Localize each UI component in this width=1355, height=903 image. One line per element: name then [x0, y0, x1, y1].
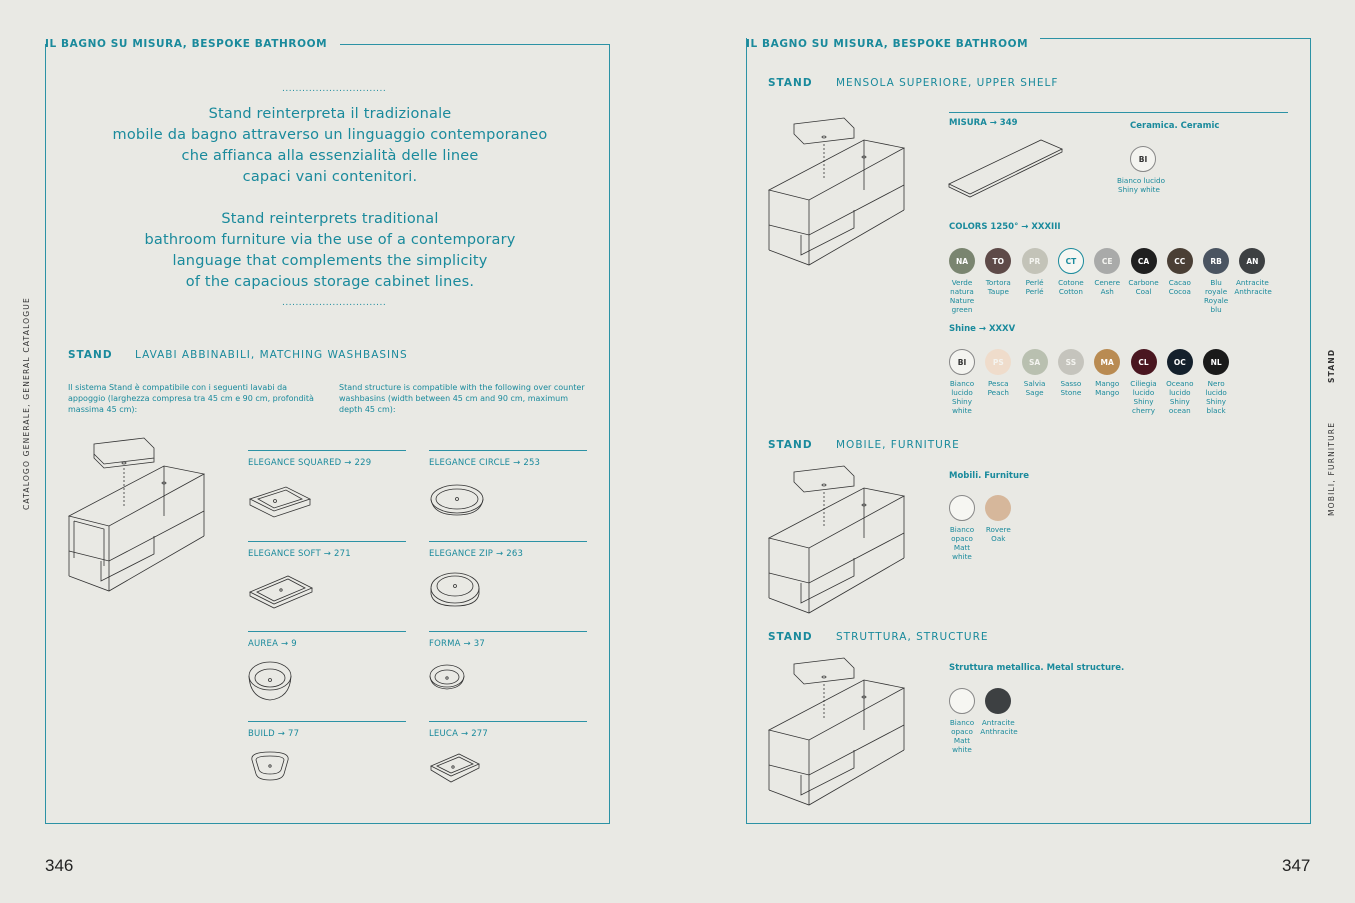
color-swatch[interactable]	[1053, 248, 1089, 296]
intro-line: capaci vani contenitori.	[242, 169, 418, 185]
washbasin-illustration	[429, 748, 499, 794]
swatch-circle	[985, 688, 1011, 714]
upper-shelf-rule	[949, 112, 1288, 113]
color-swatch[interactable]	[1117, 146, 1165, 194]
swatch-circle: AN	[1239, 248, 1265, 274]
swatch-circle: CE	[1094, 248, 1120, 274]
page-number-left: 346	[45, 856, 74, 875]
washbasin-item[interactable]	[248, 721, 406, 739]
swatch-label: Oceano lucido Shiny ocean	[1166, 379, 1194, 415]
swatch-label: Antracite Anthracite	[1234, 278, 1272, 296]
intro-dots-bottom: ...............................	[282, 298, 387, 308]
color-swatch[interactable]	[1017, 349, 1053, 397]
color-swatch[interactable]	[1089, 349, 1125, 397]
swatch-label: Mango Mango	[1095, 379, 1120, 397]
washbasins-text-en: Stand structure is compatible with the following over counter washbasins (width between 45 cm and 90 cm, maximum depth 45 cm):	[339, 383, 585, 414]
intro-line: Stand reinterprets traditional	[221, 211, 439, 227]
swatch-label: Bianco lucido Shiny white	[1117, 176, 1165, 194]
swatch-label: Rovere Oak	[985, 525, 1011, 543]
swatch-circle: TO	[985, 248, 1011, 274]
ceramic-title: Ceramica. Ceramic	[1130, 121, 1220, 131]
color-swatch[interactable]	[980, 688, 1016, 736]
upper-shelf-subtitle: MENSOLA SUPERIORE, UPPER SHELF	[836, 77, 1059, 89]
washbasin-label: LEUCA → 277	[429, 729, 489, 739]
swatch-circle: SA	[1022, 349, 1048, 375]
color-swatch[interactable]	[980, 248, 1016, 296]
intro-line: che affianca alla essenzialità delle linee	[181, 148, 479, 164]
swatch-label: Bianco lucido Shiny white	[949, 379, 975, 415]
washbasin-item[interactable]	[248, 450, 406, 468]
furniture-title: STAND	[768, 439, 813, 451]
intro-english	[80, 209, 580, 293]
washbasin-item[interactable]	[429, 631, 587, 649]
side-label-furniture: MOBILI, FURNITURE	[1327, 421, 1336, 516]
washbasin-illustration	[248, 658, 318, 704]
swatch-circle: CC	[1167, 248, 1193, 274]
swatch-circle: PR	[1022, 248, 1048, 274]
structure-title: STAND	[768, 631, 813, 643]
swatch-label: Verde natura Nature green	[949, 278, 975, 314]
side-label-catalogue: CATALOGO GENERALE, GENERAL CATALOGUE	[22, 297, 31, 510]
intro-dots-top: ...............................	[282, 84, 387, 94]
shine-title: Shine → XXXV	[949, 324, 1016, 334]
color-swatch[interactable]	[1089, 248, 1125, 296]
color-swatch[interactable]	[1162, 248, 1198, 296]
washbasin-item[interactable]	[248, 541, 406, 559]
stand-illustration-structure	[764, 650, 914, 810]
intro-text	[80, 104, 580, 314]
color-swatch[interactable]	[1234, 248, 1270, 296]
left-header-label: IL BAGNO SU MISURA, BESPOKE BATHROOM	[45, 38, 328, 50]
swatch-circle: NA	[949, 248, 975, 274]
page-number-right: 347	[1282, 856, 1311, 875]
right-header-label: IL BAGNO SU MISURA, BESPOKE BATHROOM	[746, 38, 1029, 50]
swatch-label: Blu royale Royale blu	[1204, 278, 1229, 314]
washbasin-label: AUREA → 9	[248, 639, 297, 649]
swatch-label: Bianco opaco Matt white	[949, 718, 975, 754]
washbasin-illustration	[248, 477, 318, 523]
washbasin-label: ELEGANCE SQUARED → 229	[248, 458, 372, 468]
upper-shelf-title: STAND	[768, 77, 813, 89]
furniture-subtitle: MOBILE, FURNITURE	[836, 439, 960, 451]
intro-line: Stand reinterpreta il tradizionale	[208, 106, 452, 122]
swatch-label: Ciliegia lucido Shiny cherry	[1130, 379, 1157, 415]
washbasin-label: BUILD → 77	[248, 729, 300, 739]
washbasin-item[interactable]	[248, 631, 406, 649]
swatch-circle	[949, 688, 975, 714]
swatch-circle: CL	[1131, 349, 1157, 375]
intro-line: of the capacious storage cabinet lines.	[185, 274, 475, 290]
swatch-circle: BI	[949, 349, 975, 375]
colors-title: COLORS 1250° → XXXIII	[949, 222, 1061, 232]
left-frame-top-line	[340, 44, 610, 45]
washbasins-subtitle: LAVABI ABBINABILI, MATCHING WASHBASINS	[135, 349, 408, 361]
washbasin-item[interactable]	[429, 541, 587, 559]
stand-illustration-furniture	[764, 458, 914, 618]
washbasin-label: FORMA → 37	[429, 639, 485, 649]
washbasin-item[interactable]	[429, 721, 587, 739]
intro-italian	[80, 104, 580, 188]
color-swatch[interactable]	[944, 688, 980, 754]
swatch-label: Perlé Perlé	[1025, 278, 1044, 296]
swatch-label: Nero lucido Shiny black	[1205, 379, 1227, 415]
color-swatch[interactable]	[980, 349, 1016, 397]
washbasin-illustration	[429, 568, 499, 614]
furniture-swatch-title: Mobili. Furniture	[949, 471, 1029, 481]
swatch-circle: CA	[1131, 248, 1157, 274]
washbasin-item[interactable]	[429, 450, 587, 468]
swatch-label: Carbone Coal	[1128, 278, 1159, 296]
swatch-circle: BI	[1130, 146, 1156, 172]
swatch-label: Salvia Sage	[1023, 379, 1046, 397]
washbasins-title: STAND	[68, 349, 113, 361]
structure-swatch-title: Struttura metallica. Metal structure.	[949, 663, 1125, 673]
swatch-circle: CT	[1058, 248, 1084, 274]
swatch-label: Antracite Anthracite	[980, 718, 1018, 736]
color-swatch[interactable]	[1162, 349, 1198, 415]
color-swatch[interactable]	[944, 349, 980, 415]
swatch-label: Cenere Ash	[1094, 278, 1120, 296]
swatch-circle: PS	[985, 349, 1011, 375]
shelf-illustration	[946, 132, 1066, 202]
washbasin-illustration	[248, 748, 318, 794]
swatch-label: Pesca Peach	[987, 379, 1009, 397]
right-frame-top-line	[1040, 38, 1311, 39]
color-swatch[interactable]	[1198, 248, 1234, 314]
swatch-circle	[949, 495, 975, 521]
swatch-label: Cotone Cotton	[1058, 278, 1084, 296]
stand-illustration-shelf	[764, 110, 914, 270]
swatch-label: Bianco opaco Matt white	[949, 525, 975, 561]
swatch-circle	[985, 495, 1011, 521]
swatch-label: Sasso Stone	[1060, 379, 1082, 397]
washbasin-label: ELEGANCE SOFT → 271	[248, 549, 351, 559]
washbasins-text-it: Il sistema Stand è compatibile con i seguenti lavabi da appoggio (larghezza compresa tra 45 cm e 90 cm, profondità massima 45 cm):	[68, 383, 314, 414]
washbasin-illustration	[429, 477, 499, 523]
washbasin-illustration	[248, 568, 318, 614]
swatch-label: Tortora Taupe	[985, 278, 1011, 296]
stand-illustration-left	[64, 436, 214, 596]
side-label-stand: STAND	[1327, 348, 1336, 383]
color-swatch[interactable]	[944, 248, 980, 314]
swatch-circle: MA	[1094, 349, 1120, 375]
swatch-circle: RB	[1203, 248, 1229, 274]
swatch-circle: NL	[1203, 349, 1229, 375]
intro-line: language that complements the simplicity	[172, 253, 488, 269]
structure-subtitle: STRUTTURA, STRUCTURE	[836, 631, 989, 643]
washbasin-illustration	[429, 658, 499, 704]
color-swatch[interactable]	[1198, 349, 1234, 415]
washbasin-label: ELEGANCE CIRCLE → 253	[429, 458, 541, 468]
washbasin-label: ELEGANCE ZIP → 263	[429, 549, 524, 559]
swatch-circle: OC	[1167, 349, 1193, 375]
color-swatch[interactable]	[980, 495, 1016, 543]
color-swatch[interactable]	[1126, 349, 1162, 415]
misura-label: MISURA → 349	[949, 118, 1018, 128]
color-swatch[interactable]	[1053, 349, 1089, 397]
intro-line: bathroom furniture via the use of a contemporary	[144, 232, 516, 248]
color-swatch[interactable]	[1126, 248, 1162, 296]
swatch-label: Cacao Cocoa	[1168, 278, 1191, 296]
swatch-circle: SS	[1058, 349, 1084, 375]
color-swatch[interactable]	[1017, 248, 1053, 296]
color-swatch[interactable]	[944, 495, 980, 561]
intro-line: mobile da bagno attraverso un linguaggio contemporaneo	[112, 127, 548, 143]
